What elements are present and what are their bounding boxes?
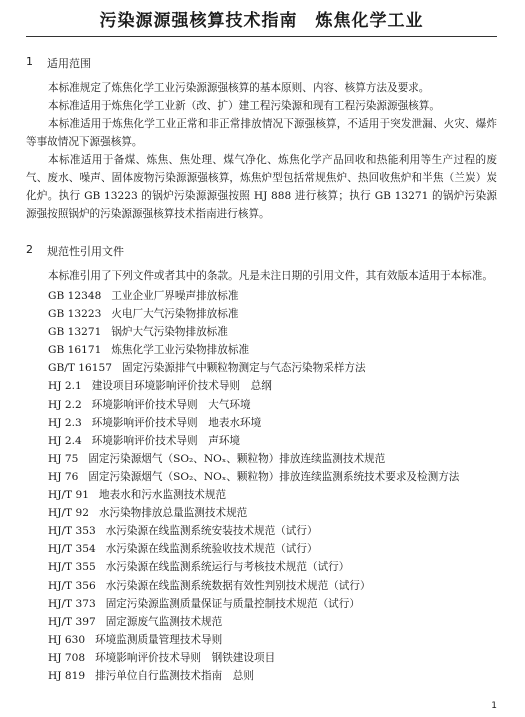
reference-code: HJ/T 373 <box>48 597 96 610</box>
reference-item <box>26 522 497 540</box>
reference-code: HJ 2.2 <box>48 398 82 411</box>
references-intro: 本标准引用了下列文件或者其中的条款。凡是未注日期的引用文件，其有效版本适用于本标准。 <box>48 270 493 282</box>
reference-code: HJ 819 <box>48 669 86 682</box>
reference-code: HJ 2.4 <box>48 434 82 447</box>
reference-code: HJ/T 92 <box>48 507 89 520</box>
reference-item <box>26 432 497 450</box>
reference-item <box>26 504 497 522</box>
reference-title: 固定污染源监测质量保证与质量控制技术规范（试行） <box>105 597 360 610</box>
reference-title: 水污染源在线监测系统安装技术规范（试行） <box>105 525 318 538</box>
reference-list <box>26 287 497 685</box>
page-number: 1 <box>491 701 497 711</box>
reference-title: 环境影响评价技术导则 大气环境 <box>91 398 251 411</box>
reference-title: 固定污染源排气中颗粒物测定与气态污染物采样方法 <box>121 362 366 375</box>
section-number: 2 <box>26 243 33 256</box>
reference-title: 水污染源在线监测系统验收技术规范（试行） <box>105 543 318 556</box>
reference-code: GB 16171 <box>48 344 102 357</box>
reference-title: 固定污染源烟气（SO₂、NOₓ、颗粒物）排放连续监测系统技术要求及检测方法 <box>88 470 460 483</box>
reference-title: 水污染物排放总量监测技术规范 <box>98 507 248 520</box>
section-normative-references <box>26 243 497 685</box>
reference-item <box>26 305 497 323</box>
reference-item <box>26 287 497 305</box>
reference-code: HJ 2.1 <box>48 380 82 393</box>
paragraph: 本标准适用于备煤、炼焦、焦处理、煤气净化、炼焦化学产品回收和热能利用等生产过程的废气、废水、噪声、固体废物污染源源强核算，炼焦炉型包括常规焦炉、热回收焦炉和半焦（兰炭）炭化炉。执行 GB 13223 的锅炉污染源源强按照 HJ 888 进行核算；执行 GB 13271 的锅炉污染源源强按照锅炉的污染源源强核算技术指南进行核算。 <box>26 154 497 220</box>
reference-item <box>26 486 497 504</box>
reference-title: 固定源废气监测技术规范 <box>105 615 223 628</box>
document-title: 污染源源强核算技术指南 炼焦化学工业 <box>99 11 424 31</box>
reference-title: 排污单位自行监测技术指南 总则 <box>95 669 254 682</box>
reference-code: GB/T 16157 <box>48 362 112 375</box>
reference-item <box>26 667 497 685</box>
reference-code: HJ/T 355 <box>48 561 96 574</box>
title-divider <box>26 36 497 37</box>
reference-item <box>26 323 497 341</box>
reference-code: HJ/T 356 <box>48 579 96 592</box>
reference-code: GB 13223 <box>48 308 102 321</box>
reference-code: GB 12348 <box>48 290 102 302</box>
reference-item <box>26 414 497 432</box>
reference-title: 工业企业厂界噪声排放标准 <box>111 290 239 302</box>
reference-code: HJ/T 354 <box>48 543 96 556</box>
reference-title: 固定污染源烟气（SO₂、NOₓ、颗粒物）排放连续监测技术规范 <box>88 452 386 465</box>
reference-title: 水污染源在线监测系统运行与考核技术规范（试行） <box>105 561 350 574</box>
reference-title: 建设项目环境影响评价技术导则 总纲 <box>91 380 272 393</box>
reference-code: HJ 2.3 <box>48 416 82 429</box>
reference-title: 炼焦化学工业污染物排放标准 <box>111 344 250 357</box>
reference-item <box>26 540 497 558</box>
reference-item <box>26 341 497 359</box>
reference-code: HJ 708 <box>48 651 86 664</box>
reference-item <box>26 631 497 649</box>
reference-code: HJ/T 353 <box>48 525 96 538</box>
reference-code: HJ 76 <box>48 470 79 483</box>
reference-item <box>26 613 497 631</box>
section-title: 规范性引用文件 <box>47 245 124 258</box>
reference-item <box>26 595 497 613</box>
reference-title: 环境影响评价技术导则 声环境 <box>91 434 241 447</box>
reference-title: 水污染源在线监测系统数据有效性判别技术规范（试行） <box>105 579 371 592</box>
reference-code: HJ/T 397 <box>48 615 96 628</box>
paragraph: 本标准规定了炼焦化学工业污染源源强核算的基本原则、内容、核算方法及要求。 <box>48 82 430 94</box>
reference-item <box>26 377 497 395</box>
reference-title: 环境影响评价技术导则 钢铁建设项目 <box>95 651 276 664</box>
reference-title: 地表水和污水监测技术规范 <box>98 489 227 502</box>
reference-title: 火电厂大气污染物排放标准 <box>111 308 239 321</box>
reference-item <box>26 450 497 468</box>
reference-code: HJ 75 <box>48 452 79 465</box>
section-heading <box>26 243 497 259</box>
reference-code: HJ 630 <box>48 633 86 646</box>
reference-item <box>26 649 497 667</box>
reference-title: 锅炉大气污染物排放标准 <box>111 326 228 339</box>
reference-title: 环境影响评价技术导则 地表水环境 <box>91 416 262 429</box>
section-number: 1 <box>26 55 33 68</box>
paragraph: 本标准适用于炼焦化学工业正常和非正常排放情况下源强核算，不适用于突发泄漏、火灾、爆炸等事故情况下源强核算。 <box>26 118 497 148</box>
paragraph: 本标准适用于炼焦化学工业新（改、扩）建工程污染源和现有工程污染源源强核算。 <box>48 100 440 112</box>
section-title: 适用范围 <box>47 57 91 70</box>
reference-code: GB 13271 <box>48 326 102 339</box>
section-heading <box>26 55 497 71</box>
reference-item <box>26 577 497 595</box>
reference-item <box>26 396 497 414</box>
section-scope <box>26 55 497 223</box>
reference-item <box>26 558 497 576</box>
reference-item <box>26 468 497 486</box>
reference-code: HJ/T 91 <box>48 489 89 502</box>
reference-title: 环境监测质量管理技术导则 <box>95 633 223 646</box>
reference-item <box>26 359 497 377</box>
